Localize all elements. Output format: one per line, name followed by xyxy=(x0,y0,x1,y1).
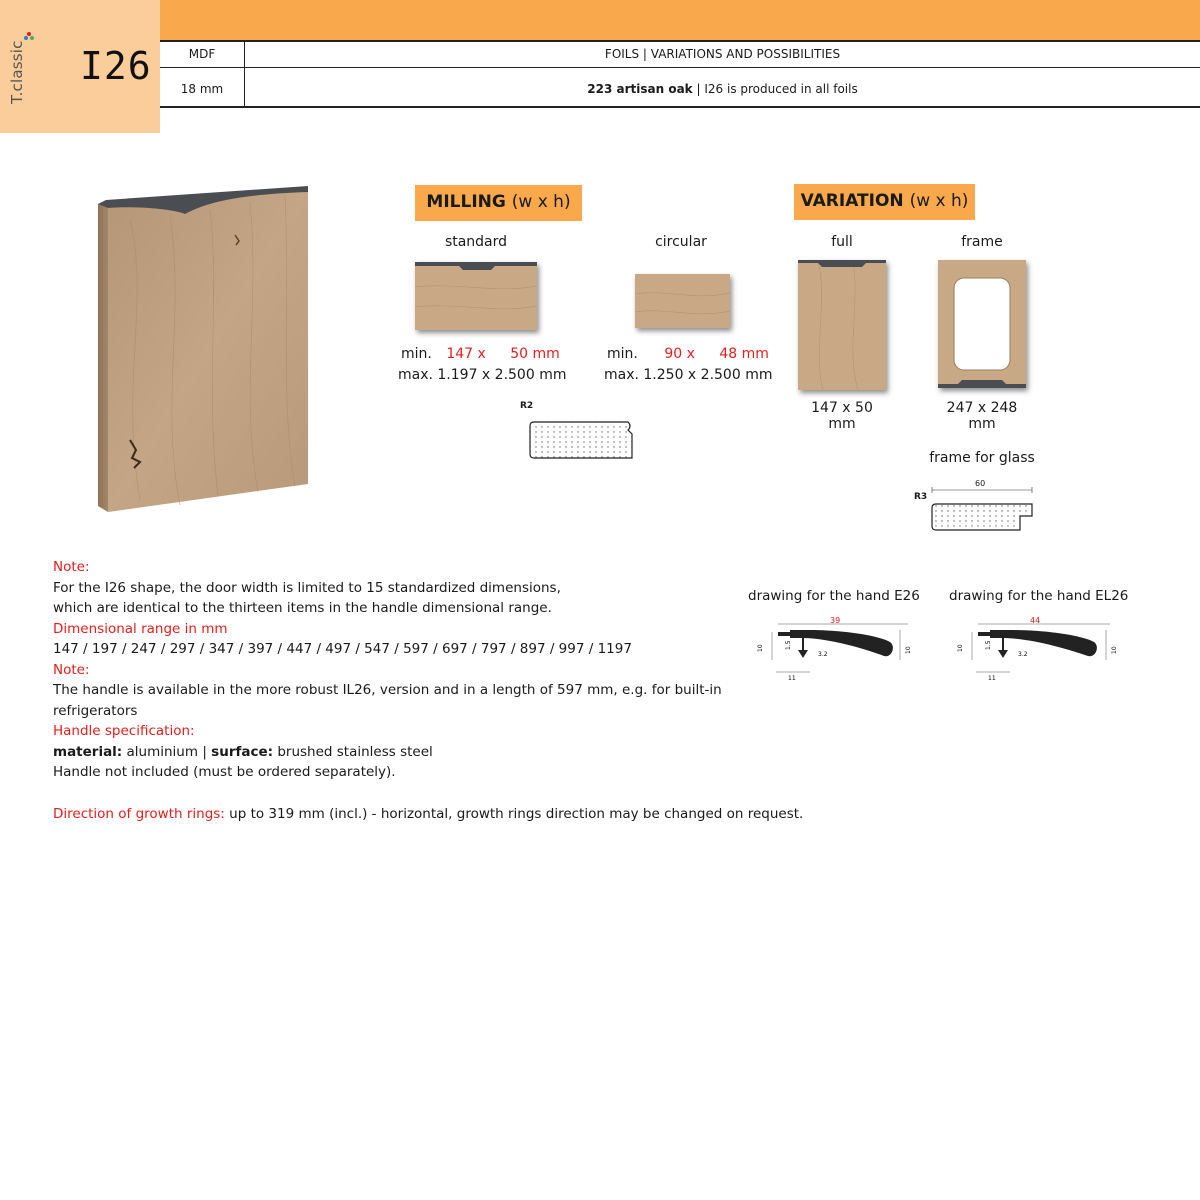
col-foils-header: FOILS | VARIATIONS AND POSSIBILITIES xyxy=(604,47,841,61)
svg-text:11: 11 xyxy=(988,675,996,682)
foil-rest: is produced in all foils xyxy=(726,82,858,96)
glass-profile-drawing xyxy=(928,484,1038,536)
variation-badge xyxy=(794,184,975,220)
spec-title: Handle specification: xyxy=(53,723,195,739)
brand-name: T.classic xyxy=(8,40,26,104)
svg-text:10: 10 xyxy=(957,644,964,652)
thickness-value: 18 mm xyxy=(180,82,224,96)
foil-name: 223 artisan oak xyxy=(587,82,693,96)
drawing-el26-label: drawing for the hand EL26 xyxy=(949,588,1129,604)
frame-label: frame xyxy=(961,234,1003,250)
door-edge xyxy=(98,202,108,512)
spec-line: material: aluminium | surface: brushed stainless steel xyxy=(53,743,433,760)
circular-min: min. 90 x 48 mm xyxy=(607,346,769,362)
r3-label: R3 xyxy=(914,492,928,502)
svg-text:10: 10 xyxy=(1111,646,1118,654)
note2-title: Note: xyxy=(53,661,90,678)
growth-rings-note xyxy=(53,806,953,822)
drawing-e26-label: drawing for the hand E26 xyxy=(748,588,920,604)
frame-swatch xyxy=(938,260,1026,388)
door-image xyxy=(90,180,320,520)
not-included: Handle not included (must be ordered separately). xyxy=(53,764,396,780)
variation-suffix: (w x h) xyxy=(909,191,969,211)
product-code: I26 xyxy=(80,44,152,88)
foil-separator: | xyxy=(696,82,701,96)
foil-info xyxy=(245,82,1200,96)
header-bar xyxy=(160,0,1200,40)
svg-text:10: 10 xyxy=(757,644,764,652)
circular-swatch xyxy=(635,274,730,328)
note1-title: Note: xyxy=(53,559,90,575)
glass-label: frame for glass xyxy=(929,450,1035,466)
svg-text:3.2: 3.2 xyxy=(818,651,828,658)
svg-text:1.5: 1.5 xyxy=(785,640,792,650)
note2-text: The handle is available in the more robust IL26, version and in a length of 597 mm, e.g. for built-in refrigerators xyxy=(53,682,722,719)
milling-badge xyxy=(415,185,582,221)
svg-text:3.2: 3.2 xyxy=(1018,651,1028,658)
e26-width: 39 xyxy=(830,616,841,625)
drawing-el26 xyxy=(950,614,1122,686)
spec-table xyxy=(160,40,1200,108)
r2-label: R2 xyxy=(520,401,534,411)
el26-width: 44 xyxy=(1030,616,1041,625)
note1-line2: which are identical to the thirteen items in the handle dimensional range. xyxy=(53,600,552,616)
brand-logo xyxy=(8,24,48,114)
svg-text:1.5: 1.5 xyxy=(985,640,992,650)
milling-suffix: (w x h) xyxy=(511,192,571,212)
notes-section xyxy=(53,557,753,783)
svg-text:10: 10 xyxy=(905,646,912,654)
glass-width-dim: 60 xyxy=(975,479,986,488)
standard-label: standard xyxy=(444,234,508,250)
range-title: Dimensional range in mm xyxy=(53,620,228,637)
range-values: 147 / 197 / 247 / 297 / 347 / 397 / 447 / 497 / 547 / 597 / 697 / 797 / 897 / 997 / 1197 xyxy=(53,641,632,657)
full-size: 147 x 50 mm xyxy=(811,400,873,432)
standard-min: min. 147 x 50 mm xyxy=(401,346,560,362)
full-swatch xyxy=(798,260,886,390)
full-label: full xyxy=(831,234,853,250)
svg-text:11: 11 xyxy=(788,675,796,682)
standard-max: max. 1.197 x 2.500 mm xyxy=(398,367,567,383)
drawing-e26 xyxy=(750,614,920,686)
note1-line1: For the I26 shape, the door width is limited to 15 standardized dimensions, xyxy=(53,579,561,596)
foil-code: I26 xyxy=(704,82,724,96)
circular-max: max. 1.250 x 2.500 mm xyxy=(604,367,773,383)
frame-size: 247 x 248 mm xyxy=(946,400,1018,432)
growth-text: up to 319 mm (incl.) - horizontal, growth rings direction may be changed on request. xyxy=(229,806,804,822)
growth-title: Direction of growth rings: xyxy=(53,806,225,822)
r2-profile-drawing xyxy=(528,420,638,462)
milling-title: MILLING xyxy=(426,192,506,212)
circular-label: circular xyxy=(655,234,707,250)
col-material-header: MDF xyxy=(188,47,216,61)
standard-swatch xyxy=(415,262,537,330)
variation-title: VARIATION xyxy=(800,191,904,211)
